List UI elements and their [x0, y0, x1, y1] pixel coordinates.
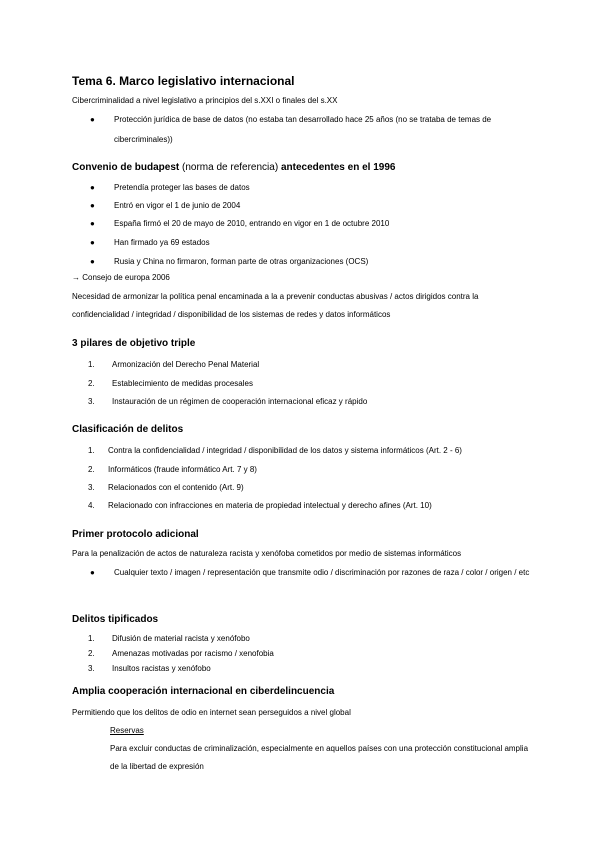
section-heading-cooperacion: Amplia cooperación internacional en ciberdelincuencia	[72, 686, 335, 697]
number-marker: 3.	[88, 664, 95, 673]
section-heading-clasificacion: Clasificación de delitos	[72, 424, 184, 435]
number-marker: 2.	[88, 465, 95, 474]
section-heading-pilares: 3 pilares de objetivo triple	[72, 338, 196, 349]
number-marker: 1.	[88, 446, 95, 455]
consejo-note: → Consejo de europa 2006	[72, 273, 170, 282]
document-page: Tema 6. Marco legislativo internacional Cibercriminalidad a nivel legislativo a principios del s.XXI o finales del s.XX ● Protección jurídica de base de datos (no estaba tan desarrollado hace 25 años (no se trataba de temas de cibercriminales)) Convenio de budapest (norma de referencia) antecedentes en el 1996 ● Pretendía proteger las bases de datos ● Entró en vigor el 1 de junio de 2004 ● España firmó el 20 de mayo de 2010, entrando en vigor en 1 de octubre 2010 ● Han firmado ya 69 estados ● Rusia y China no firmaron, forman parte de otras organizaciones (OCS) → Consejo de europa 2006 Necesidad de armonizar la política penal encaminada a la a prevenir conductas abusivas / actos dirigidos contra la confidencialidad / integridad / disponibilidad de los sistemas de redes y datos informáticos 3 pilares de objetivo triple 1. Armonización del Derecho Penal Material 2. Establecimiento de medidas procesales 3. Instauración de un régimen de cooperación internacional eficaz y rápido Clasificación de delitos 1. Contra la confidencialidad / integridad / disponibilidad de los datos y sistema informáticos (Art. 2 - 6) 2. Informáticos (fraude informático Art. 7 y 8) 3. Relacionados con el contenido (Art. 9) 4. Relacionado con infracciones en materia de propiedad intelectual y derecho afines (Art. 10) Primer protocolo adicional Para la penalización de actos de naturaleza racista y xenófoba cometidos por medio de sistemas informáticos ● Cualquier texto / imagen / representación que transmite odio / discriminación por razones de raza / color / origen / etc Delitos tipificados 1. Difusión de material racista y xenófobo 2. Amenazas motivadas por racismo / xenofobia 3. Insultos racistas y xenófobo Amplia cooperación internacional en ciberdelincuencia Permitiendo que los delitos de odio en internet sean perseguidos a nivel global Reservas Para excluir conductas de criminalización, especialmente en aquellos países con una protección constitucional amplia de la libertad de expresión	[0, 0, 600, 848]
section-heading-protocolo: Primer protocolo adicional	[72, 529, 199, 540]
necesidad-paragraph: Necesidad de armonizar la política penal encaminada a la a prevenir conductas abusivas / actos dirigidos contra la confidencialidad / integridad / disponibilidad de los sistemas de redes y datos informáticos	[72, 292, 479, 319]
cooperacion-text: Permitiendo que los delitos de odio en internet sean perseguidos a nivel global	[72, 708, 351, 717]
number-marker: 2.	[88, 649, 95, 658]
number-marker: 1.	[88, 360, 95, 369]
bullet-marker: ●	[90, 183, 95, 192]
bullet-marker: ●	[90, 201, 95, 210]
reservas-text: Para excluir conductas de criminalización, especialmente en aquellos países con una protección constitucional amplia de la libertad de expresión	[110, 744, 529, 771]
section-heading-budapest: Convenio de budapest (norma de referencia) antecedentes en el 1996	[72, 162, 396, 173]
page-title: Tema 6. Marco legislativo internacional	[72, 74, 295, 88]
section-heading-delitos: Delitos tipificados	[72, 614, 159, 625]
number-marker: 2.	[88, 379, 95, 388]
number-marker: 1.	[88, 634, 95, 643]
bullet-marker: ●	[90, 568, 95, 577]
bullet-marker: ●	[90, 257, 95, 266]
bullet-marker: ●	[90, 219, 95, 228]
bullet-marker: ●	[90, 115, 95, 124]
number-marker: 4.	[88, 501, 95, 510]
protocolo-text: Para la penalización de actos de naturaleza racista y xenófoba cometidos por medio de sistemas informáticos	[72, 549, 462, 558]
bullet-marker: ●	[90, 238, 95, 247]
intro-text: Cibercriminalidad a nivel legislativo a principios del s.XXI o finales del s.XX	[72, 96, 338, 105]
number-marker: 3.	[88, 483, 95, 492]
number-marker: 3.	[88, 397, 95, 406]
reservas-label: Reservas	[110, 726, 144, 735]
